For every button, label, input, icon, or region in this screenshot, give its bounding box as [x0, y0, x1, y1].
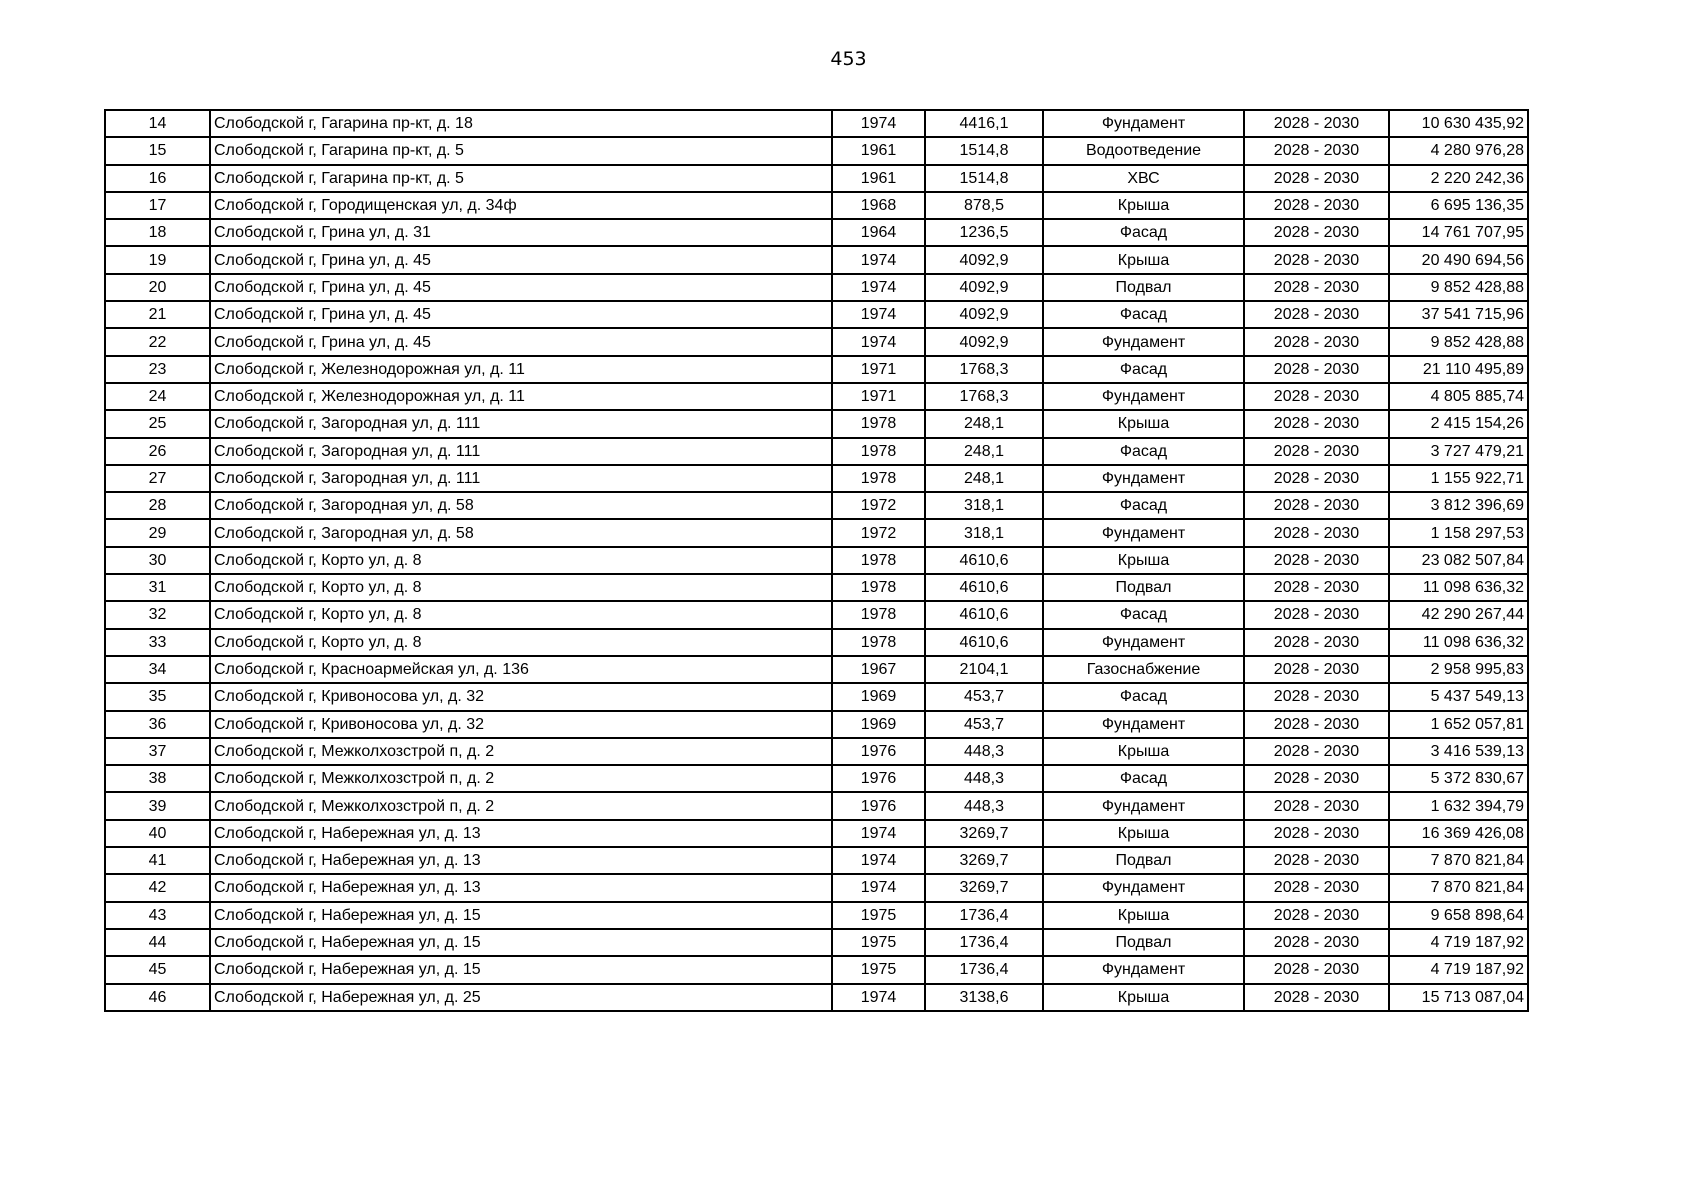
- work-type-cell: Фундамент: [1043, 328, 1244, 355]
- area-cell: 4092,9: [925, 246, 1043, 273]
- cost-cell: 2 415 154,26: [1389, 410, 1528, 437]
- page-number: 453: [830, 48, 867, 70]
- area-cell: 248,1: [925, 410, 1043, 437]
- cost-cell: 42 290 267,44: [1389, 601, 1528, 628]
- work-type-cell: Крыша: [1043, 820, 1244, 847]
- period-cell: 2028 - 2030: [1244, 356, 1389, 383]
- address-cell: Слободской г, Набережная ул, д. 15: [210, 929, 832, 956]
- row-number-cell: 36: [105, 711, 210, 738]
- work-type-cell: Крыша: [1043, 738, 1244, 765]
- period-cell: 2028 - 2030: [1244, 574, 1389, 601]
- area-cell: 3269,7: [925, 847, 1043, 874]
- cost-cell: 11 098 636,32: [1389, 629, 1528, 656]
- address-cell: Слободской г, Железнодорожная ул, д. 11: [210, 356, 832, 383]
- year-built-cell: 1972: [832, 519, 925, 546]
- table-row: [105, 246, 1528, 273]
- row-number-cell: 23: [105, 356, 210, 383]
- period-cell: 2028 - 2030: [1244, 820, 1389, 847]
- year-built-cell: 1976: [832, 765, 925, 792]
- area-cell: 4610,6: [925, 574, 1043, 601]
- row-number-cell: 31: [105, 574, 210, 601]
- address-cell: Слободской г, Загородная ул, д. 111: [210, 438, 832, 465]
- area-cell: 1736,4: [925, 956, 1043, 983]
- year-built-cell: 1974: [832, 847, 925, 874]
- table-row: [105, 410, 1528, 437]
- table-row: [105, 383, 1528, 410]
- area-cell: 3269,7: [925, 820, 1043, 847]
- address-cell: Слободской г, Гагарина пр-кт, д. 18: [210, 110, 832, 137]
- table-row: [105, 574, 1528, 601]
- area-cell: 318,1: [925, 492, 1043, 519]
- cost-cell: 1 632 394,79: [1389, 792, 1528, 819]
- work-type-cell: Фундамент: [1043, 465, 1244, 492]
- work-type-cell: Фасад: [1043, 683, 1244, 710]
- area-cell: 1768,3: [925, 356, 1043, 383]
- cost-cell: 7 870 821,84: [1389, 874, 1528, 901]
- cost-cell: 14 761 707,95: [1389, 219, 1528, 246]
- area-cell: 2104,1: [925, 656, 1043, 683]
- row-number-cell: 15: [105, 137, 210, 164]
- period-cell: 2028 - 2030: [1244, 765, 1389, 792]
- address-cell: Слободской г, Грина ул, д. 45: [210, 246, 832, 273]
- year-built-cell: 1978: [832, 601, 925, 628]
- table-row: [105, 929, 1528, 956]
- address-cell: Слободской г, Городищенская ул, д. 34ф: [210, 192, 832, 219]
- work-type-cell: Фасад: [1043, 356, 1244, 383]
- year-built-cell: 1978: [832, 574, 925, 601]
- work-type-cell: Крыша: [1043, 984, 1244, 1011]
- cost-cell: 10 630 435,92: [1389, 110, 1528, 137]
- work-type-cell: Фасад: [1043, 765, 1244, 792]
- address-cell: Слободской г, Железнодорожная ул, д. 11: [210, 383, 832, 410]
- row-number-cell: 42: [105, 874, 210, 901]
- cost-cell: 6 695 136,35: [1389, 192, 1528, 219]
- table-row: [105, 629, 1528, 656]
- table-row: [105, 711, 1528, 738]
- row-number-cell: 30: [105, 547, 210, 574]
- cost-cell: 9 852 428,88: [1389, 274, 1528, 301]
- address-cell: Слободской г, Межколхозстрой п, д. 2: [210, 792, 832, 819]
- period-cell: 2028 - 2030: [1244, 110, 1389, 137]
- cost-cell: 9 852 428,88: [1389, 328, 1528, 355]
- period-cell: 2028 - 2030: [1244, 328, 1389, 355]
- work-type-cell: Крыша: [1043, 246, 1244, 273]
- table-row: [105, 438, 1528, 465]
- period-cell: 2028 - 2030: [1244, 137, 1389, 164]
- year-built-cell: 1976: [832, 738, 925, 765]
- area-cell: 3269,7: [925, 874, 1043, 901]
- period-cell: 2028 - 2030: [1244, 792, 1389, 819]
- cost-cell: 37 541 715,96: [1389, 301, 1528, 328]
- table-row: [105, 192, 1528, 219]
- period-cell: 2028 - 2030: [1244, 956, 1389, 983]
- cost-cell: 7 870 821,84: [1389, 847, 1528, 874]
- address-cell: Слободской г, Набережная ул, д. 25: [210, 984, 832, 1011]
- cost-cell: 4 280 976,28: [1389, 137, 1528, 164]
- row-number-cell: 39: [105, 792, 210, 819]
- table-row: [105, 328, 1528, 355]
- address-cell: Слободской г, Грина ул, д. 45: [210, 274, 832, 301]
- period-cell: 2028 - 2030: [1244, 601, 1389, 628]
- work-type-cell: Фундамент: [1043, 792, 1244, 819]
- cost-cell: 4 805 885,74: [1389, 383, 1528, 410]
- area-cell: 1768,3: [925, 383, 1043, 410]
- period-cell: 2028 - 2030: [1244, 629, 1389, 656]
- year-built-cell: 1971: [832, 356, 925, 383]
- address-cell: Слободской г, Корто ул, д. 8: [210, 601, 832, 628]
- row-number-cell: 34: [105, 656, 210, 683]
- year-built-cell: 1976: [832, 792, 925, 819]
- cost-cell: 9 658 898,64: [1389, 902, 1528, 929]
- year-built-cell: 1975: [832, 956, 925, 983]
- row-number-cell: 44: [105, 929, 210, 956]
- work-type-cell: Фундамент: [1043, 711, 1244, 738]
- cost-cell: 3 812 396,69: [1389, 492, 1528, 519]
- area-cell: 318,1: [925, 519, 1043, 546]
- cost-cell: 5 437 549,13: [1389, 683, 1528, 710]
- table-row: [105, 547, 1528, 574]
- table-row: [105, 465, 1528, 492]
- address-cell: Слободской г, Набережная ул, д. 15: [210, 956, 832, 983]
- row-number-cell: 38: [105, 765, 210, 792]
- period-cell: 2028 - 2030: [1244, 410, 1389, 437]
- year-built-cell: 1975: [832, 902, 925, 929]
- address-cell: Слободской г, Корто ул, д. 8: [210, 629, 832, 656]
- cost-cell: 4 719 187,92: [1389, 956, 1528, 983]
- year-built-cell: 1961: [832, 165, 925, 192]
- row-number-cell: 35: [105, 683, 210, 710]
- address-cell: Слободской г, Корто ул, д. 8: [210, 574, 832, 601]
- repair-schedule-table: [104, 109, 1529, 1012]
- period-cell: 2028 - 2030: [1244, 874, 1389, 901]
- table-row: [105, 902, 1528, 929]
- work-type-cell: Фундамент: [1043, 110, 1244, 137]
- table-row: [105, 356, 1528, 383]
- row-number-cell: 25: [105, 410, 210, 437]
- period-cell: 2028 - 2030: [1244, 301, 1389, 328]
- cost-cell: 20 490 694,56: [1389, 246, 1528, 273]
- cost-cell: 1 155 922,71: [1389, 465, 1528, 492]
- area-cell: 3138,6: [925, 984, 1043, 1011]
- address-cell: Слободской г, Загородная ул, д. 58: [210, 519, 832, 546]
- year-built-cell: 1964: [832, 219, 925, 246]
- row-number-cell: 46: [105, 984, 210, 1011]
- cost-cell: 2 220 242,36: [1389, 165, 1528, 192]
- year-built-cell: 1974: [832, 984, 925, 1011]
- work-type-cell: Подвал: [1043, 929, 1244, 956]
- cost-cell: 3 416 539,13: [1389, 738, 1528, 765]
- address-cell: Слободской г, Гагарина пр-кт, д. 5: [210, 165, 832, 192]
- period-cell: 2028 - 2030: [1244, 219, 1389, 246]
- cost-cell: 16 369 426,08: [1389, 820, 1528, 847]
- row-number-cell: 19: [105, 246, 210, 273]
- work-type-cell: Подвал: [1043, 847, 1244, 874]
- table-row: [105, 301, 1528, 328]
- period-cell: 2028 - 2030: [1244, 656, 1389, 683]
- area-cell: 1736,4: [925, 902, 1043, 929]
- work-type-cell: Крыша: [1043, 410, 1244, 437]
- cost-cell: 15 713 087,04: [1389, 984, 1528, 1011]
- period-cell: 2028 - 2030: [1244, 902, 1389, 929]
- table-row: [105, 683, 1528, 710]
- period-cell: 2028 - 2030: [1244, 465, 1389, 492]
- work-type-cell: Водоотведение: [1043, 137, 1244, 164]
- area-cell: 453,7: [925, 683, 1043, 710]
- area-cell: 4416,1: [925, 110, 1043, 137]
- row-number-cell: 16: [105, 165, 210, 192]
- row-number-cell: 40: [105, 820, 210, 847]
- period-cell: 2028 - 2030: [1244, 438, 1389, 465]
- row-number-cell: 29: [105, 519, 210, 546]
- address-cell: Слободской г, Грина ул, д. 45: [210, 328, 832, 355]
- year-built-cell: 1974: [832, 274, 925, 301]
- row-number-cell: 43: [105, 902, 210, 929]
- address-cell: Слободской г, Кривоносова ул, д. 32: [210, 711, 832, 738]
- table-row: [105, 738, 1528, 765]
- year-built-cell: 1974: [832, 301, 925, 328]
- address-cell: Слободской г, Загородная ул, д. 58: [210, 492, 832, 519]
- area-cell: 4092,9: [925, 301, 1043, 328]
- work-type-cell: Газоснабжение: [1043, 656, 1244, 683]
- table-row: [105, 847, 1528, 874]
- period-cell: 2028 - 2030: [1244, 165, 1389, 192]
- area-cell: 1236,5: [925, 219, 1043, 246]
- work-type-cell: Фундамент: [1043, 383, 1244, 410]
- year-built-cell: 1969: [832, 683, 925, 710]
- work-type-cell: Фундамент: [1043, 956, 1244, 983]
- table-row: [105, 110, 1528, 137]
- row-number-cell: 45: [105, 956, 210, 983]
- table-row: [105, 219, 1528, 246]
- address-cell: Слободской г, Набережная ул, д. 13: [210, 847, 832, 874]
- cost-cell: 3 727 479,21: [1389, 438, 1528, 465]
- table-row: [105, 984, 1528, 1011]
- year-built-cell: 1978: [832, 465, 925, 492]
- area-cell: 248,1: [925, 438, 1043, 465]
- cost-cell: 21 110 495,89: [1389, 356, 1528, 383]
- row-number-cell: 22: [105, 328, 210, 355]
- year-built-cell: 1978: [832, 438, 925, 465]
- area-cell: 1514,8: [925, 137, 1043, 164]
- table-row: [105, 519, 1528, 546]
- area-cell: 4610,6: [925, 629, 1043, 656]
- address-cell: Слободской г, Загородная ул, д. 111: [210, 465, 832, 492]
- area-cell: 4610,6: [925, 547, 1043, 574]
- address-cell: Слободской г, Кривоносова ул, д. 32: [210, 683, 832, 710]
- area-cell: 1736,4: [925, 929, 1043, 956]
- year-built-cell: 1961: [832, 137, 925, 164]
- area-cell: 248,1: [925, 465, 1043, 492]
- area-cell: 4610,6: [925, 601, 1043, 628]
- area-cell: 448,3: [925, 792, 1043, 819]
- address-cell: Слободской г, Загородная ул, д. 111: [210, 410, 832, 437]
- work-type-cell: Фасад: [1043, 438, 1244, 465]
- year-built-cell: 1974: [832, 820, 925, 847]
- work-type-cell: Фасад: [1043, 492, 1244, 519]
- table-row: [105, 874, 1528, 901]
- table-row: [105, 765, 1528, 792]
- row-number-cell: 17: [105, 192, 210, 219]
- work-type-cell: Фундамент: [1043, 874, 1244, 901]
- year-built-cell: 1969: [832, 711, 925, 738]
- period-cell: 2028 - 2030: [1244, 192, 1389, 219]
- year-built-cell: 1968: [832, 192, 925, 219]
- table-row: [105, 165, 1528, 192]
- cost-cell: 1 158 297,53: [1389, 519, 1528, 546]
- table-row: [105, 656, 1528, 683]
- cost-cell: 1 652 057,81: [1389, 711, 1528, 738]
- address-cell: Слободской г, Набережная ул, д. 13: [210, 874, 832, 901]
- year-built-cell: 1971: [832, 383, 925, 410]
- work-type-cell: Фундамент: [1043, 629, 1244, 656]
- work-type-cell: Фундамент: [1043, 519, 1244, 546]
- address-cell: Слободской г, Набережная ул, д. 13: [210, 820, 832, 847]
- row-number-cell: 21: [105, 301, 210, 328]
- row-number-cell: 18: [105, 219, 210, 246]
- work-type-cell: Подвал: [1043, 274, 1244, 301]
- year-built-cell: 1974: [832, 246, 925, 273]
- table-row: [105, 137, 1528, 164]
- period-cell: 2028 - 2030: [1244, 492, 1389, 519]
- work-type-cell: Крыша: [1043, 192, 1244, 219]
- year-built-cell: 1967: [832, 656, 925, 683]
- year-built-cell: 1974: [832, 328, 925, 355]
- row-number-cell: 37: [105, 738, 210, 765]
- table-body: [105, 110, 1528, 1011]
- row-number-cell: 24: [105, 383, 210, 410]
- period-cell: 2028 - 2030: [1244, 246, 1389, 273]
- year-built-cell: 1974: [832, 874, 925, 901]
- area-cell: 878,5: [925, 192, 1043, 219]
- table-row: [105, 956, 1528, 983]
- address-cell: Слободской г, Межколхозстрой п, д. 2: [210, 738, 832, 765]
- cost-cell: 2 958 995,83: [1389, 656, 1528, 683]
- year-built-cell: 1978: [832, 547, 925, 574]
- address-cell: Слободской г, Межколхозстрой п, д. 2: [210, 765, 832, 792]
- period-cell: 2028 - 2030: [1244, 383, 1389, 410]
- row-number-cell: 20: [105, 274, 210, 301]
- area-cell: 453,7: [925, 711, 1043, 738]
- work-type-cell: Крыша: [1043, 547, 1244, 574]
- row-number-cell: 28: [105, 492, 210, 519]
- period-cell: 2028 - 2030: [1244, 711, 1389, 738]
- address-cell: Слободской г, Грина ул, д. 31: [210, 219, 832, 246]
- work-type-cell: Фасад: [1043, 601, 1244, 628]
- work-type-cell: Крыша: [1043, 902, 1244, 929]
- table-row: [105, 601, 1528, 628]
- period-cell: 2028 - 2030: [1244, 683, 1389, 710]
- row-number-cell: 14: [105, 110, 210, 137]
- work-type-cell: Фасад: [1043, 219, 1244, 246]
- table-row: [105, 820, 1528, 847]
- period-cell: 2028 - 2030: [1244, 847, 1389, 874]
- work-type-cell: Фасад: [1043, 301, 1244, 328]
- table-row: [105, 792, 1528, 819]
- address-cell: Слободской г, Набережная ул, д. 15: [210, 902, 832, 929]
- period-cell: 2028 - 2030: [1244, 547, 1389, 574]
- row-number-cell: 32: [105, 601, 210, 628]
- area-cell: 448,3: [925, 765, 1043, 792]
- table-row: [105, 492, 1528, 519]
- row-number-cell: 41: [105, 847, 210, 874]
- year-built-cell: 1978: [832, 410, 925, 437]
- address-cell: Слободской г, Красноармейская ул, д. 136: [210, 656, 832, 683]
- cost-cell: 23 082 507,84: [1389, 547, 1528, 574]
- year-built-cell: 1974: [832, 110, 925, 137]
- period-cell: 2028 - 2030: [1244, 274, 1389, 301]
- area-cell: 448,3: [925, 738, 1043, 765]
- address-cell: Слободской г, Гагарина пр-кт, д. 5: [210, 137, 832, 164]
- address-cell: Слободской г, Корто ул, д. 8: [210, 547, 832, 574]
- row-number-cell: 26: [105, 438, 210, 465]
- cost-cell: 5 372 830,67: [1389, 765, 1528, 792]
- work-type-cell: Подвал: [1043, 574, 1244, 601]
- cost-cell: 11 098 636,32: [1389, 574, 1528, 601]
- cost-cell: 4 719 187,92: [1389, 929, 1528, 956]
- row-number-cell: 33: [105, 629, 210, 656]
- row-number-cell: 27: [105, 465, 210, 492]
- period-cell: 2028 - 2030: [1244, 519, 1389, 546]
- table-row: [105, 274, 1528, 301]
- area-cell: 4092,9: [925, 274, 1043, 301]
- period-cell: 2028 - 2030: [1244, 929, 1389, 956]
- year-built-cell: 1978: [832, 629, 925, 656]
- area-cell: 4092,9: [925, 328, 1043, 355]
- period-cell: 2028 - 2030: [1244, 984, 1389, 1011]
- area-cell: 1514,8: [925, 165, 1043, 192]
- period-cell: 2028 - 2030: [1244, 738, 1389, 765]
- work-type-cell: ХВС: [1043, 165, 1244, 192]
- address-cell: Слободской г, Грина ул, д. 45: [210, 301, 832, 328]
- year-built-cell: 1972: [832, 492, 925, 519]
- year-built-cell: 1975: [832, 929, 925, 956]
